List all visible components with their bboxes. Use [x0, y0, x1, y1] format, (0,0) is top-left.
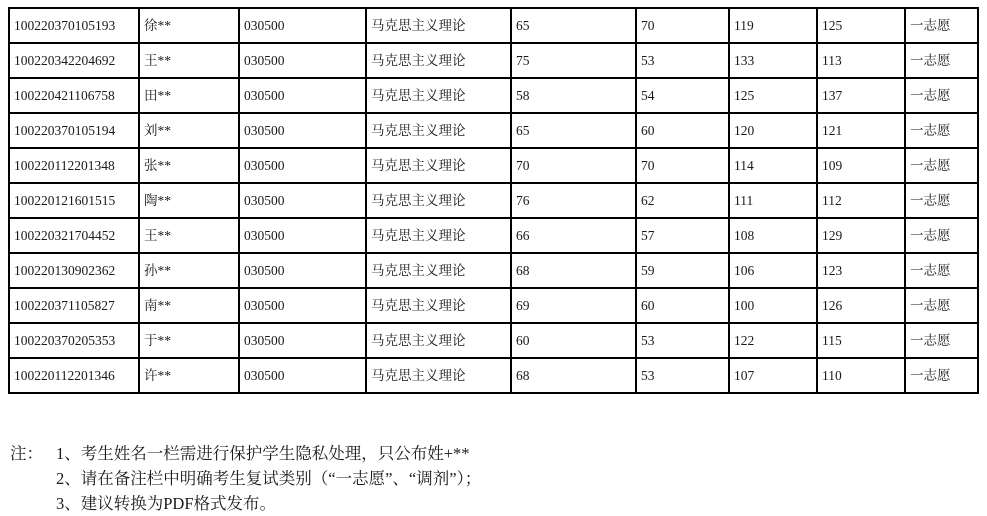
table-row — [9, 323, 978, 358]
score-table-body — [9, 8, 978, 393]
table-row — [9, 358, 978, 393]
candidate-id-cell: 100220321704452 — [9, 218, 139, 253]
score-4-cell: 115 — [817, 323, 905, 358]
score-2-cell: 59 — [636, 253, 729, 288]
remark-cell: 一志愿 — [905, 78, 978, 113]
score-3-cell: 119 — [729, 8, 817, 43]
score-4-cell: 123 — [817, 253, 905, 288]
remark-cell: 一志愿 — [905, 113, 978, 148]
score-1-cell: 65 — [511, 113, 636, 148]
candidate-name-cell: 南** — [139, 288, 239, 323]
candidate-name-cell: 张** — [139, 148, 239, 183]
score-3-cell: 106 — [729, 253, 817, 288]
score-2-cell: 62 — [636, 183, 729, 218]
score-3-cell: 122 — [729, 323, 817, 358]
note-item-3: 3、建议转换为PDF格式发布。 — [56, 494, 277, 513]
table-row — [9, 43, 978, 78]
score-3-cell: 133 — [729, 43, 817, 78]
remark-cell: 一志愿 — [905, 183, 978, 218]
candidate-id-cell: 100220130902362 — [9, 253, 139, 288]
remark-cell: 一志愿 — [905, 288, 978, 323]
major-name-cell: 马克思主义理论 — [366, 253, 511, 288]
candidate-name-cell: 王** — [139, 43, 239, 78]
score-4-cell: 121 — [817, 113, 905, 148]
score-4-cell: 137 — [817, 78, 905, 113]
candidate-name-cell: 孙** — [139, 253, 239, 288]
table-row — [9, 8, 978, 43]
notes-items — [56, 441, 481, 516]
note-item-1: 1、考生姓名一栏需进行保护学生隐私处理，只公布姓+** — [56, 444, 470, 463]
major-name-cell: 马克思主义理论 — [366, 148, 511, 183]
score-3-cell: 100 — [729, 288, 817, 323]
score-1-cell: 69 — [511, 288, 636, 323]
table-row — [9, 78, 978, 113]
candidate-name-cell: 王** — [139, 218, 239, 253]
major-code-cell: 030500 — [239, 148, 366, 183]
score-4-cell: 109 — [817, 148, 905, 183]
table-row — [9, 253, 978, 288]
major-code-cell: 030500 — [239, 78, 366, 113]
major-name-cell: 马克思主义理论 — [366, 113, 511, 148]
score-4-cell: 126 — [817, 288, 905, 323]
score-3-cell: 120 — [729, 113, 817, 148]
major-code-cell: 030500 — [239, 218, 366, 253]
candidate-id-cell: 100220112201346 — [9, 358, 139, 393]
major-name-cell: 马克思主义理论 — [366, 323, 511, 358]
major-code-cell: 030500 — [239, 253, 366, 288]
candidate-id-cell: 100220370105193 — [9, 8, 139, 43]
table-row — [9, 288, 978, 323]
score-3-cell: 111 — [729, 183, 817, 218]
score-1-cell: 60 — [511, 323, 636, 358]
score-2-cell: 53 — [636, 323, 729, 358]
remark-cell: 一志愿 — [905, 148, 978, 183]
major-name-cell: 马克思主义理论 — [366, 8, 511, 43]
score-2-cell: 53 — [636, 43, 729, 78]
score-4-cell: 125 — [817, 8, 905, 43]
score-3-cell: 125 — [729, 78, 817, 113]
score-1-cell: 68 — [511, 253, 636, 288]
candidate-id-cell: 100220370105194 — [9, 113, 139, 148]
table-row — [9, 113, 978, 148]
note-item-2: 2、请在备注栏中明确考生复试类别（“一志愿”、“调剂”）； — [56, 469, 482, 488]
score-table — [8, 7, 979, 394]
score-3-cell: 114 — [729, 148, 817, 183]
major-name-cell: 马克思主义理论 — [366, 218, 511, 253]
major-name-cell: 马克思主义理论 — [366, 288, 511, 323]
score-2-cell: 57 — [636, 218, 729, 253]
remark-cell: 一志愿 — [905, 323, 978, 358]
major-code-cell: 030500 — [239, 113, 366, 148]
score-2-cell: 60 — [636, 288, 729, 323]
score-1-cell: 70 — [511, 148, 636, 183]
major-code-cell: 030500 — [239, 288, 366, 323]
score-2-cell: 54 — [636, 78, 729, 113]
score-4-cell: 113 — [817, 43, 905, 78]
score-1-cell: 68 — [511, 358, 636, 393]
table-row — [9, 218, 978, 253]
candidate-id-cell: 100220112201348 — [9, 148, 139, 183]
candidate-name-cell: 徐** — [139, 8, 239, 43]
score-3-cell: 107 — [729, 358, 817, 393]
score-1-cell: 75 — [511, 43, 636, 78]
remark-cell: 一志愿 — [905, 253, 978, 288]
score-4-cell: 110 — [817, 358, 905, 393]
score-2-cell: 70 — [636, 148, 729, 183]
candidate-name-cell: 田** — [139, 78, 239, 113]
remark-cell: 一志愿 — [905, 43, 978, 78]
candidate-id-cell: 100220342204692 — [9, 43, 139, 78]
major-code-cell: 030500 — [239, 358, 366, 393]
candidate-id-cell: 100220370205353 — [9, 323, 139, 358]
candidate-name-cell: 刘** — [139, 113, 239, 148]
remark-cell: 一志愿 — [905, 218, 978, 253]
candidate-name-cell: 许** — [139, 358, 239, 393]
remark-cell: 一志愿 — [905, 8, 978, 43]
score-1-cell: 58 — [511, 78, 636, 113]
score-1-cell: 65 — [511, 8, 636, 43]
table-row — [9, 148, 978, 183]
candidate-id-cell: 100220121601515 — [9, 183, 139, 218]
remark-cell: 一志愿 — [905, 358, 978, 393]
candidate-name-cell: 陶** — [139, 183, 239, 218]
score-2-cell: 60 — [636, 113, 729, 148]
major-code-cell: 030500 — [239, 323, 366, 358]
major-code-cell: 030500 — [239, 8, 366, 43]
candidate-id-cell: 100220421106758 — [9, 78, 139, 113]
major-name-cell: 马克思主义理论 — [366, 43, 511, 78]
notes-label: 注： — [10, 444, 43, 463]
major-name-cell: 马克思主义理论 — [366, 78, 511, 113]
candidate-name-cell: 于** — [139, 323, 239, 358]
score-1-cell: 76 — [511, 183, 636, 218]
major-name-cell: 马克思主义理论 — [366, 358, 511, 393]
table-row — [9, 183, 978, 218]
score-4-cell: 112 — [817, 183, 905, 218]
major-code-cell: 030500 — [239, 183, 366, 218]
score-3-cell: 108 — [729, 218, 817, 253]
score-2-cell: 53 — [636, 358, 729, 393]
score-4-cell: 129 — [817, 218, 905, 253]
notes-section — [10, 441, 481, 516]
score-1-cell: 66 — [511, 218, 636, 253]
major-name-cell: 马克思主义理论 — [366, 183, 511, 218]
score-2-cell: 70 — [636, 8, 729, 43]
major-code-cell: 030500 — [239, 43, 366, 78]
candidate-id-cell: 100220371105827 — [9, 288, 139, 323]
